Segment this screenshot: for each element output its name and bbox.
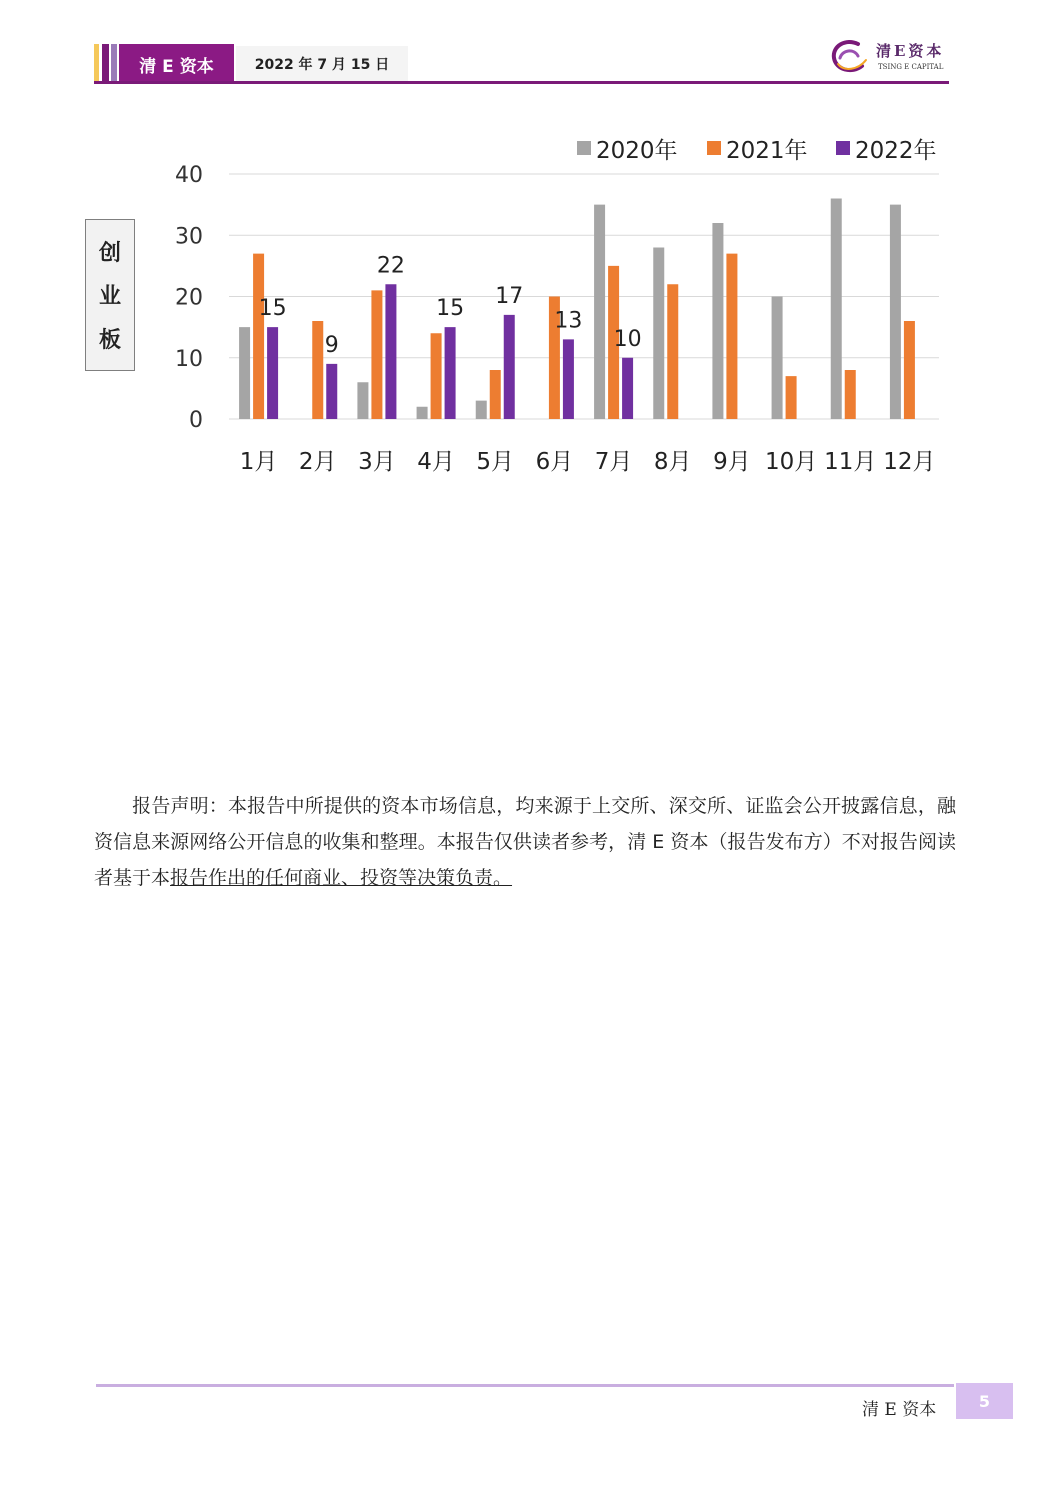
board-label-box [85,219,135,371]
legend-label: 2020年 [596,138,678,164]
bar-2020年-9月 [712,223,723,419]
header-brand: 清 E 资本 [119,44,234,84]
company-logo [828,36,948,78]
x-tick-label: 8月 [653,449,692,475]
x-tick-label: 4月 [417,449,455,475]
x-tick-label: 2月 [298,449,337,475]
header-stripe-lilac [111,44,117,84]
x-tick-label: 3月 [358,449,396,475]
data-label-1月: 15 [258,296,287,322]
board-label-char-1: 创 [98,241,121,267]
x-tick-label: 11月 [824,449,877,475]
bar-2020年-12月 [890,205,901,419]
y-tick-label: 0 [189,408,203,433]
bar-2022年-7月 [622,358,633,419]
y-tick-label: 20 [175,285,203,311]
bar-2020年-3月 [357,382,368,419]
x-tick-label: 6月 [535,449,574,475]
bar-2022年-3月 [385,284,396,419]
bar-2021年-4月 [431,333,442,419]
legend-label: 2022年 [855,138,937,164]
x-tick-label: 5月 [476,449,515,475]
board-label-char-3: 板 [98,327,121,353]
bar-2022年-4月 [445,327,456,419]
data-label-2月: 9 [324,332,339,358]
x-tick-label: 7月 [594,449,633,475]
data-label-7月: 10 [613,326,642,352]
legend-swatch-2022年 [836,141,850,155]
header-stripe-yellow [94,44,99,84]
data-label-6月: 13 [554,308,583,334]
header-stripe-purple [102,44,109,84]
bar-2022年-6月 [563,339,574,419]
data-label-5月: 17 [495,283,524,309]
logo-chinese-name: 清E资本 [876,42,945,60]
legend-label: 2021年 [726,138,808,164]
data-label-3月: 22 [376,253,405,279]
bar-2021年-8月 [667,284,678,419]
y-tick-label: 30 [175,224,203,250]
bar-2021年-5月 [490,370,501,419]
bar-2022年-5月 [504,315,515,419]
bar-2020年-5月 [476,401,487,419]
page-number: 5 [956,1383,1013,1419]
legend-swatch-2020年 [577,141,591,155]
bar-2022年-2月 [326,364,337,419]
data-label-4月: 15 [436,296,465,322]
board-label-char-2: 业 [98,284,121,310]
bar-2020年-7月 [594,205,605,419]
y-tick-label: 10 [175,346,203,372]
bar-2021年-3月 [371,290,382,419]
logo-swirl-icon [828,36,874,78]
monthly-ipo-bar-chart [160,125,960,485]
bar-2020年-8月 [653,248,664,420]
legend-swatch-2021年 [707,141,721,155]
bar-2021年-1月 [253,254,264,419]
bar-2020年-11月 [831,199,842,420]
bar-2021年-10月 [786,376,797,419]
disclaimer-text: 报告声明：本报告中所提供的资本市场信息，均来源于上交所、深交所、证监会公开披露信息，融资信息来源网络公开信息的收集和整理。本报告仅供读者参考，清 E 资本（报告发布方）不对报告阅读者基于本 [94,795,956,889]
x-tick-label: 1月 [239,449,278,475]
header-date: 2022 年 7 月 15 日 [236,46,408,82]
bar-2021年-9月 [726,254,737,419]
footer-brand: 清 E 资本 [862,1400,937,1420]
y-tick-label: 40 [175,163,203,188]
logo-english-name: TSING E CAPITAL [878,63,944,71]
x-tick-label: 12月 [883,449,936,475]
bar-2021年-11月 [845,370,856,419]
disclaimer-underlined-text: 报告作出的任何商业、投资等决策负责。 [170,867,513,889]
bar-2020年-4月 [417,407,428,419]
footer-divider [96,1384,954,1387]
bar-2021年-12月 [904,321,915,419]
bar-2022年-1月 [267,327,278,419]
x-tick-label: 9月 [713,449,751,475]
header-divider [94,81,949,84]
bar-2020年-1月 [239,327,250,419]
x-tick-label: 10月 [764,449,818,475]
report-disclaimer [94,788,956,896]
bar-2021年-2月 [312,321,323,419]
bar-2020年-10月 [772,297,783,420]
